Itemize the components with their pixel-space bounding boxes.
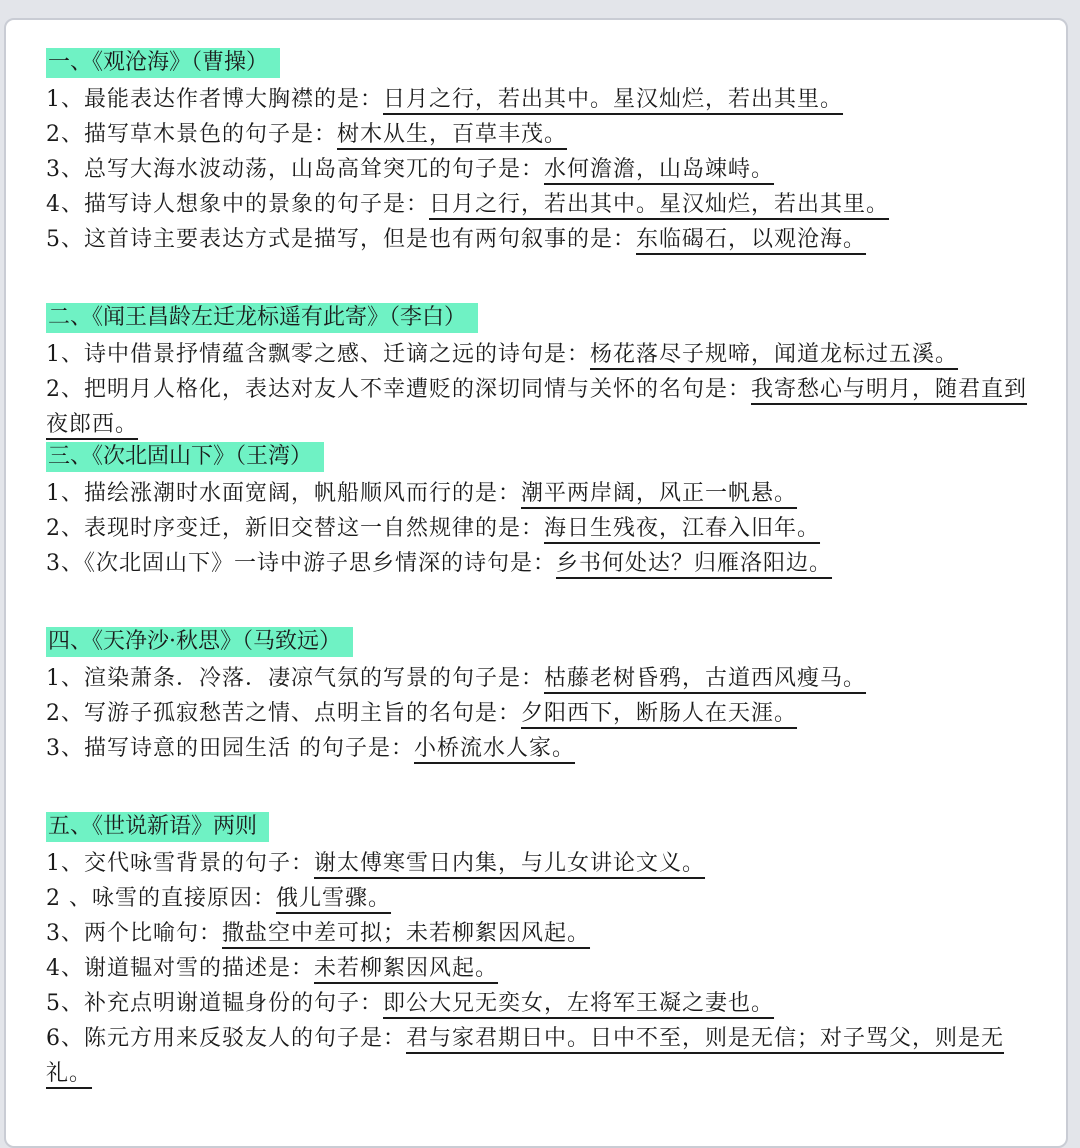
answer-text: 潮平两岸阔，风正一帆悬。 [521,481,798,506]
section-5 [46,812,1046,1091]
answer-text: 日月之行，若出其中。星汉灿烂，若出其里。 [383,87,844,112]
answer-text: 撒盐空中差可拟；未若柳絮因风起。 [222,921,591,946]
answer-text: 君与家君期日中。日中不至，则是无信；对子骂父，则是无礼。 [46,1026,1005,1086]
question-label: 3、《次北固山下》一诗中游子思乡情深的诗句是： [46,551,556,576]
answer-text: 即公大兄无奕女，左将军王凝之妻也。 [383,991,775,1016]
question-label: 4、描写诗人想象中的景象的句子是： [46,192,429,217]
section-title: 三、《次北固山下》（王湾） [46,442,324,472]
answer-text: 水何澹澹，山岛竦峙。 [544,157,775,182]
list-item [46,222,1046,257]
list-item [46,337,1046,372]
question-label: 2、表现时序变迁，新旧交替这一自然规律的是： [46,516,544,541]
question-label: 1、描绘涨潮时水面宽阔，帆船顺风而行的是： [46,481,521,506]
list-item [46,476,1046,511]
section-spacer [46,581,1046,627]
question-label: 4、谢道韫对雪的描述是： [46,956,314,981]
list-item [46,951,1046,986]
answer-text: 小桥流水人家。 [414,736,576,761]
question-label: 2 、咏雪的直接原因： [46,886,276,911]
section-3 [46,442,1046,581]
list-item [46,187,1046,222]
question-label: 3、总写大海水波动荡，山岛高耸突兀的句子是： [46,157,544,182]
list-item [46,152,1046,187]
section-spacer [46,766,1046,812]
question-label: 3、两个比喻句： [46,921,222,946]
section-4 [46,627,1046,766]
answer-text: 树木从生，百草丰茂。 [337,122,568,147]
question-label: 2、写游子孤寂愁苦之情、点明主旨的名句是： [46,701,521,726]
list-item [46,986,1046,1021]
answer-text: 夕阳西下，断肠人在天涯。 [521,701,798,726]
question-label: 1、最能表达作者博大胸襟的是： [46,87,383,112]
list-item [46,881,1046,916]
list-item [46,1021,1046,1091]
list-item [46,82,1046,117]
question-label: 5、补充点明谢道韫身份的句子： [46,991,383,1016]
section-2 [46,303,1046,442]
answer-text: 谢太傅寒雪日内集，与儿女讲论文义。 [314,851,706,876]
question-label: 3、描写诗意的田园生活 的句子是： [46,736,414,761]
answer-text: 枯藤老树昏鸦，古道西风瘦马。 [544,666,867,691]
section-title: 二、《闻王昌龄左迁龙标遥有此寄》（李白） [46,303,478,333]
answer-text: 我寄愁心与明月，随君直到夜郎西。 [46,377,1028,437]
list-item [46,511,1046,546]
document-page [4,18,1068,1148]
question-label: 5、这首诗主要表达方式是描写，但是也有两句叙事的是： [46,227,636,252]
answer-text: 杨花落尽子规啼，闻道龙标过五溪。 [590,342,959,367]
list-item [46,372,1046,442]
list-item [46,117,1046,152]
question-label: 6、陈元方用来反驳友人的句子是： [46,1026,406,1051]
section-title: 四、《天净沙·秋思》（马致远） [46,627,353,657]
list-item [46,661,1046,696]
list-item [46,846,1046,881]
question-label: 1、交代咏雪背景的句子： [46,851,314,876]
answer-text: 日月之行，若出其中。星汉灿烂，若出其里。 [429,192,890,217]
section-title: 一、《观沧海》（曹操） [46,48,280,78]
list-item [46,546,1046,581]
list-item [46,731,1046,766]
section-spacer [46,257,1046,303]
list-item [46,916,1046,951]
section-title: 五、《世说新语》两则 [46,812,269,842]
question-label: 1、诗中借景抒情蕴含飘零之感、迁谪之远的诗句是： [46,342,590,367]
answer-text: 海日生残夜，江春入旧年。 [544,516,821,541]
list-item [46,696,1046,731]
answer-text: 东临碣石，以观沧海。 [636,227,867,252]
answer-text: 俄儿雪骤。 [276,886,392,911]
question-label: 2、把明月人格化，表达对友人不幸遭贬的深切同情与关怀的名句是： [46,377,751,402]
document-content [46,48,1046,1091]
answer-text: 乡书何处达？归雁洛阳边。 [556,551,833,576]
question-label: 2、描写草木景色的句子是： [46,122,337,147]
question-label: 1、渲染萧条．冷落．凄凉气氛的写景的句子是： [46,666,544,691]
answer-text: 未若柳絮因风起。 [314,956,499,981]
section-1 [46,48,1046,257]
